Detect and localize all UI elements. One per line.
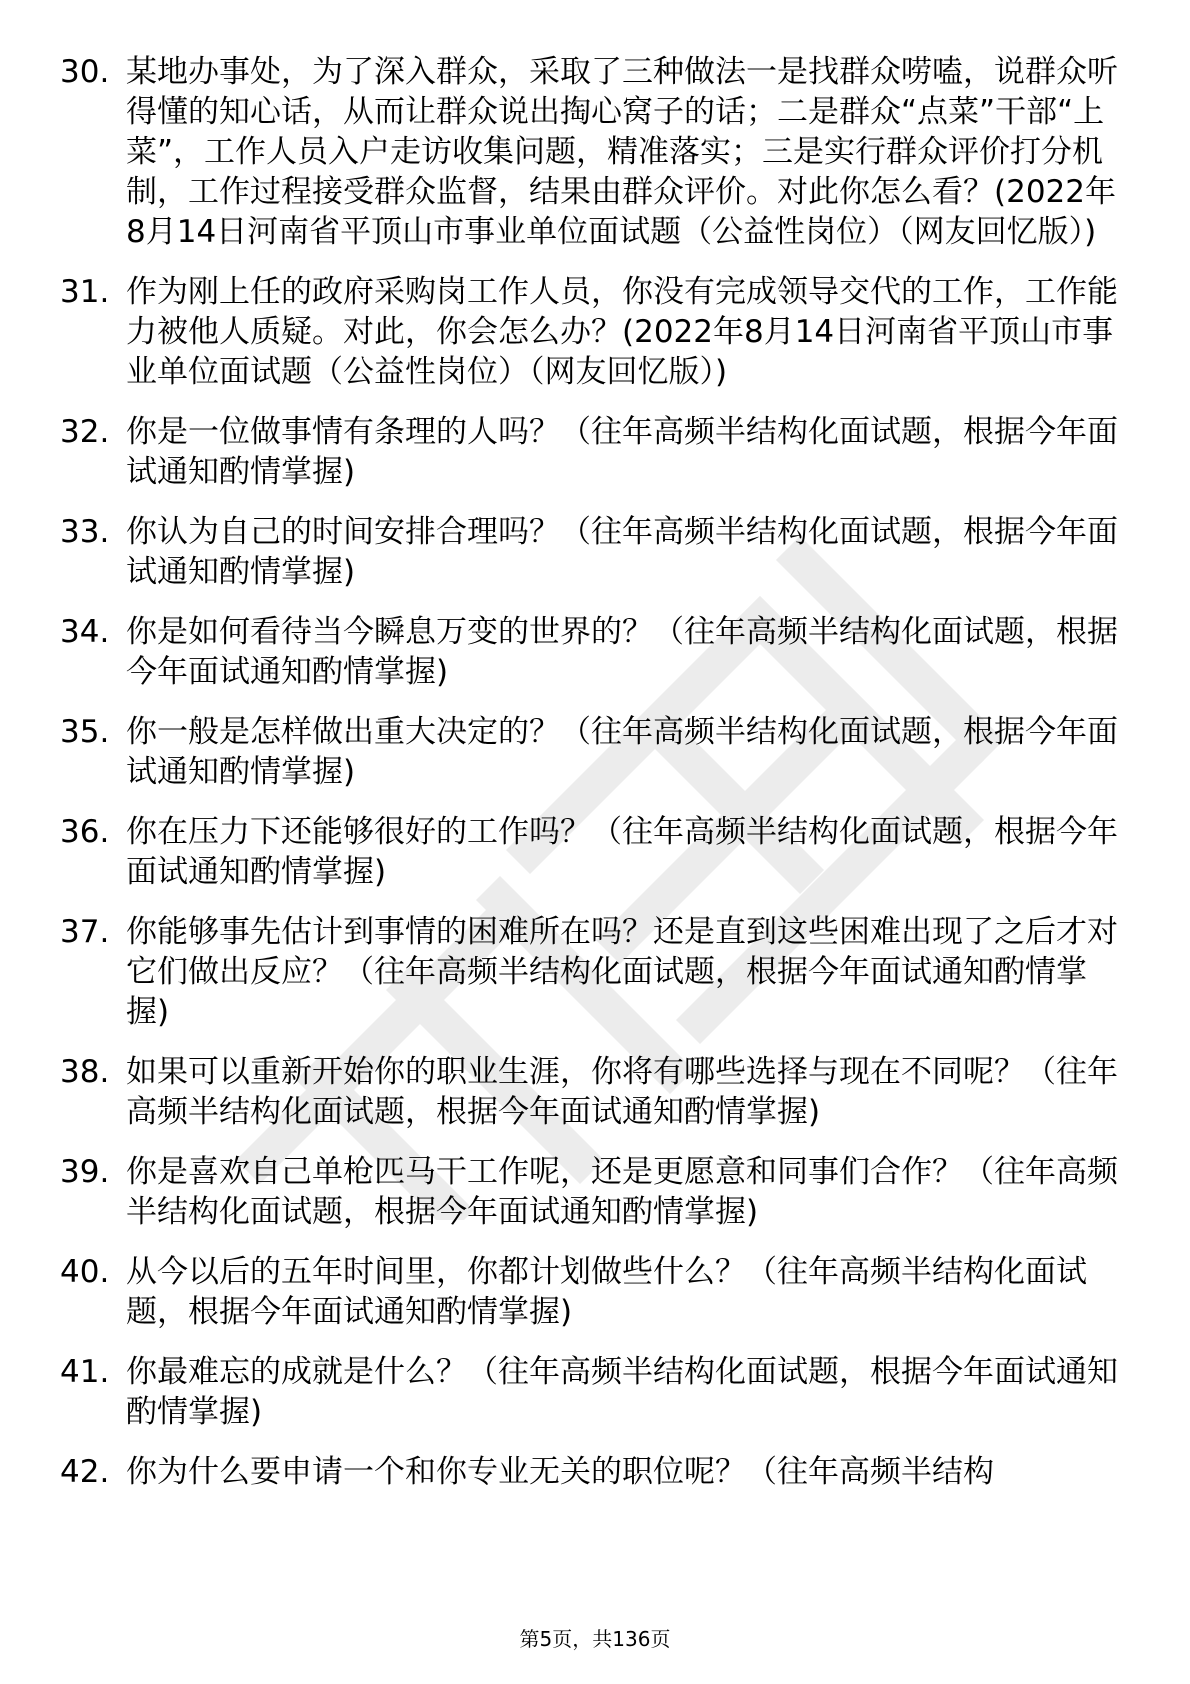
question-item bbox=[60, 812, 1130, 892]
question-text: 你是喜欢自己单枪匹马干工作呢，还是更愿意和同事们合作？（往年高频半结构化面试题，根据今年面试通知酌情掌握) bbox=[126, 1154, 1118, 1230]
question-text: 你一般是怎样做出重大决定的？（往年高频半结构化面试题，根据今年面试通知酌情掌握) bbox=[126, 714, 1118, 790]
question-number: 34. bbox=[60, 614, 110, 650]
question-number: 42. bbox=[60, 1454, 110, 1490]
question-list bbox=[60, 52, 1130, 1512]
question-item bbox=[60, 612, 1130, 692]
question-number: 38. bbox=[60, 1054, 110, 1090]
question-text: 你最难忘的成就是什么？（往年高频半结构化面试题，根据今年面试通知酌情掌握) bbox=[126, 1354, 1118, 1430]
question-item bbox=[60, 912, 1130, 1032]
question-text: 某地办事处，为了深入群众，采取了三种做法一是找群众唠嗑，说群众听得懂的知心话，从而让群众说出掏心窝子的话；二是群众“点菜”干部“上菜”，工作人员入户走访收集问题，精准落实；三是实行群众评价打分机制，工作过程接受群众监督，结果由群众评价。对此你怎么看？(2022年8月14日河南省平顶山市事业单位面试题（公益性岗位）（网友回忆版）) bbox=[126, 54, 1118, 250]
question-item bbox=[60, 412, 1130, 492]
question-item bbox=[60, 1252, 1130, 1332]
question-item bbox=[60, 1052, 1130, 1132]
question-number: 40. bbox=[60, 1254, 110, 1290]
question-number: 32. bbox=[60, 414, 110, 450]
question-text: 你是一位做事情有条理的人吗？（往年高频半结构化面试题，根据今年面试通知酌情掌握) bbox=[126, 414, 1118, 490]
page-footer: 第5页，共136页 bbox=[519, 1627, 671, 1651]
question-number: 31. bbox=[60, 274, 110, 310]
question-text: 你在压力下还能够很好的工作吗？（往年高频半结构化面试题，根据今年面试通知酌情掌握) bbox=[126, 814, 1118, 890]
question-number: 36. bbox=[60, 814, 110, 850]
question-item bbox=[60, 712, 1130, 792]
question-text: 你是如何看待当今瞬息万变的世界的？（往年高频半结构化面试题，根据今年面试通知酌情掌握) bbox=[126, 614, 1118, 690]
question-item bbox=[60, 1452, 1130, 1492]
question-item bbox=[60, 272, 1130, 392]
question-number: 35. bbox=[60, 714, 110, 750]
question-number: 33. bbox=[60, 514, 110, 550]
question-text: 如果可以重新开始你的职业生涯，你将有哪些选择与现在不同呢？（往年高频半结构化面试题，根据今年面试通知酌情掌握) bbox=[126, 1054, 1118, 1130]
question-number: 37. bbox=[60, 914, 110, 950]
question-number: 39. bbox=[60, 1154, 110, 1190]
question-item bbox=[60, 1352, 1130, 1432]
question-number: 30. bbox=[60, 54, 110, 90]
question-item bbox=[60, 1152, 1130, 1232]
question-text: 你能够事先估计到事情的困难所在吗？还是直到这些困难出现了之后才对它们做出反应？（往年高频半结构化面试题，根据今年面试通知酌情掌握) bbox=[126, 914, 1118, 1030]
question-item bbox=[60, 512, 1130, 592]
question-text: 作为刚上任的政府采购岗工作人员，你没有完成领导交代的工作，工作能力被他人质疑。对此，你会怎么办？(2022年8月14日河南省平顶山市事业单位面试题（公益性岗位）（网友回忆版）) bbox=[126, 274, 1118, 390]
question-item bbox=[60, 52, 1130, 252]
question-text: 你认为自己的时间安排合理吗？（往年高频半结构化面试题，根据今年面试通知酌情掌握) bbox=[126, 514, 1118, 590]
question-text: 你为什么要申请一个和你专业无关的职位呢？（往年高频半结构 bbox=[126, 1454, 994, 1490]
question-number: 41. bbox=[60, 1354, 110, 1390]
question-text: 从今以后的五年时间里，你都计划做些什么？（往年高频半结构化面试题，根据今年面试通知酌情掌握) bbox=[126, 1254, 1087, 1330]
